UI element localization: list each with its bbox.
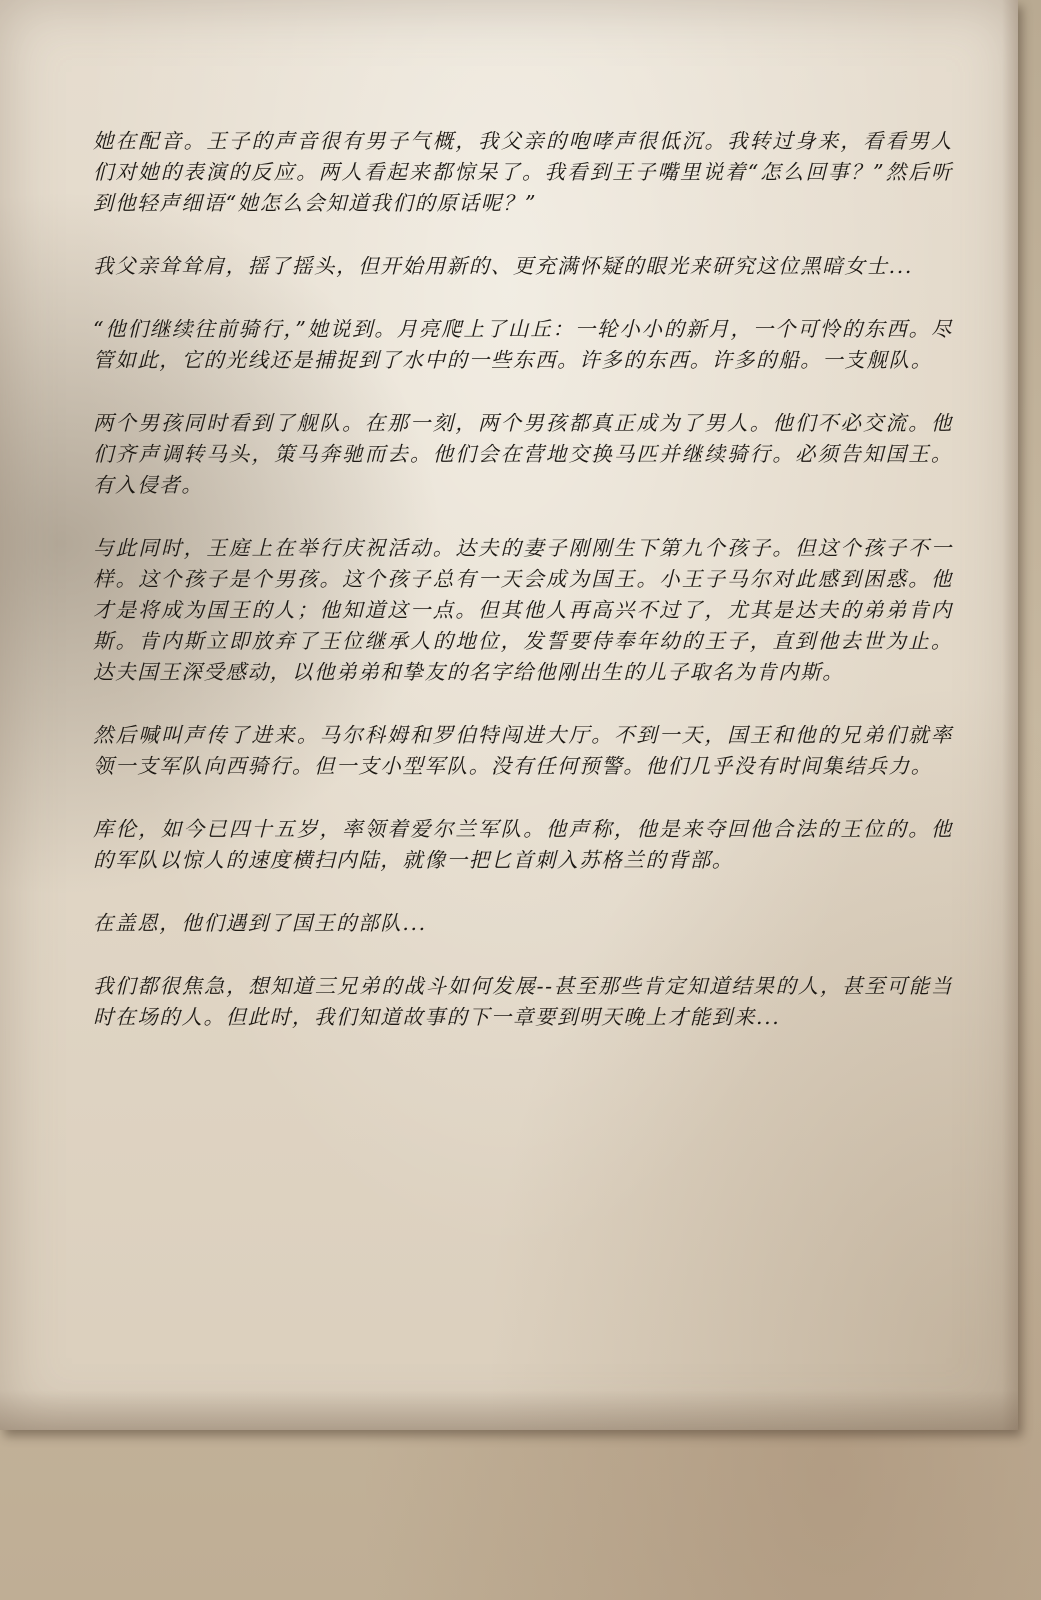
paper-edge-shadow-right xyxy=(1002,0,1018,1430)
story-text xyxy=(93,126,953,1065)
paper-edge-shadow-bottom xyxy=(0,1390,1018,1430)
paragraph-1: 她在配音。王子的声音很有男子气概，我父亲的咆哮声很低沉。我转过身来，看看男人们对她的表演的反应。两人看起来都惊呆了。我看到王子嘴里说着“怎么回事？”然后听到他轻声细语“她怎么会知道我们的原话呢？” xyxy=(93,129,953,215)
paragraph-5: 与此同时，王庭上在举行庆祝活动。达夫的妻子刚刚生下第九个孩子。但这个孩子不一样。这个孩子是个男孩。这个孩子总有一天会成为国王。小王子马尔对此感到困惑。他才是将成为国王的人；他知道这一点。但其他人再高兴不过了，尤其是达夫的弟弟肯内斯。肯内斯立即放弃了王位继承人的地位，发誓要侍奉年幼的王子，直到他去世为止。达夫国王深受感动，以他弟弟和挚友的名字给他刚出生的儿子取名为肯内斯。 xyxy=(93,536,953,684)
paragraph-6: 然后喊叫声传了进来。马尔科姆和罗伯特闯进大厅。不到一天，国王和他的兄弟们就率领一支军队向西骑行。但一支小型军队。没有任何预警。他们几乎没有时间集结兵力。 xyxy=(93,723,953,778)
paragraph-8: 在盖恩，他们遇到了国王的部队... xyxy=(93,911,427,935)
paragraph-9: 我们都很焦急，想知道三兄弟的战斗如何发展--甚至那些肯定知道结果的人，甚至可能当时在场的人。但此时，我们知道故事的下一章要到明天晚上才能到来... xyxy=(93,974,953,1029)
paragraph-7: 库伦，如今已四十五岁，率领着爱尔兰军队。他声称，他是来夺回他合法的王位的。他的军队以惊人的速度横扫内陆，就像一把匕首刺入苏格兰的背部。 xyxy=(93,817,953,872)
paragraph-4: 两个男孩同时看到了舰队。在那一刻，两个男孩都真正成为了男人。他们不必交流。他们齐声调转马头，策马奔驰而去。他们会在营地交换马匹并继续骑行。必须告知国王。有入侵者。 xyxy=(93,411,953,497)
paragraph-2: 我父亲耸耸肩，摇了摇头，但开始用新的、更充满怀疑的眼光来研究这位黑暗女士... xyxy=(93,254,913,278)
paragraph-3: “他们继续往前骑行，”她说到。月亮爬上了山丘：一轮小小的新月，一个可怜的东西。尽管如此，它的光线还是捕捉到了水中的一些东西。许多的东西。许多的船。一支舰队。 xyxy=(93,317,953,372)
